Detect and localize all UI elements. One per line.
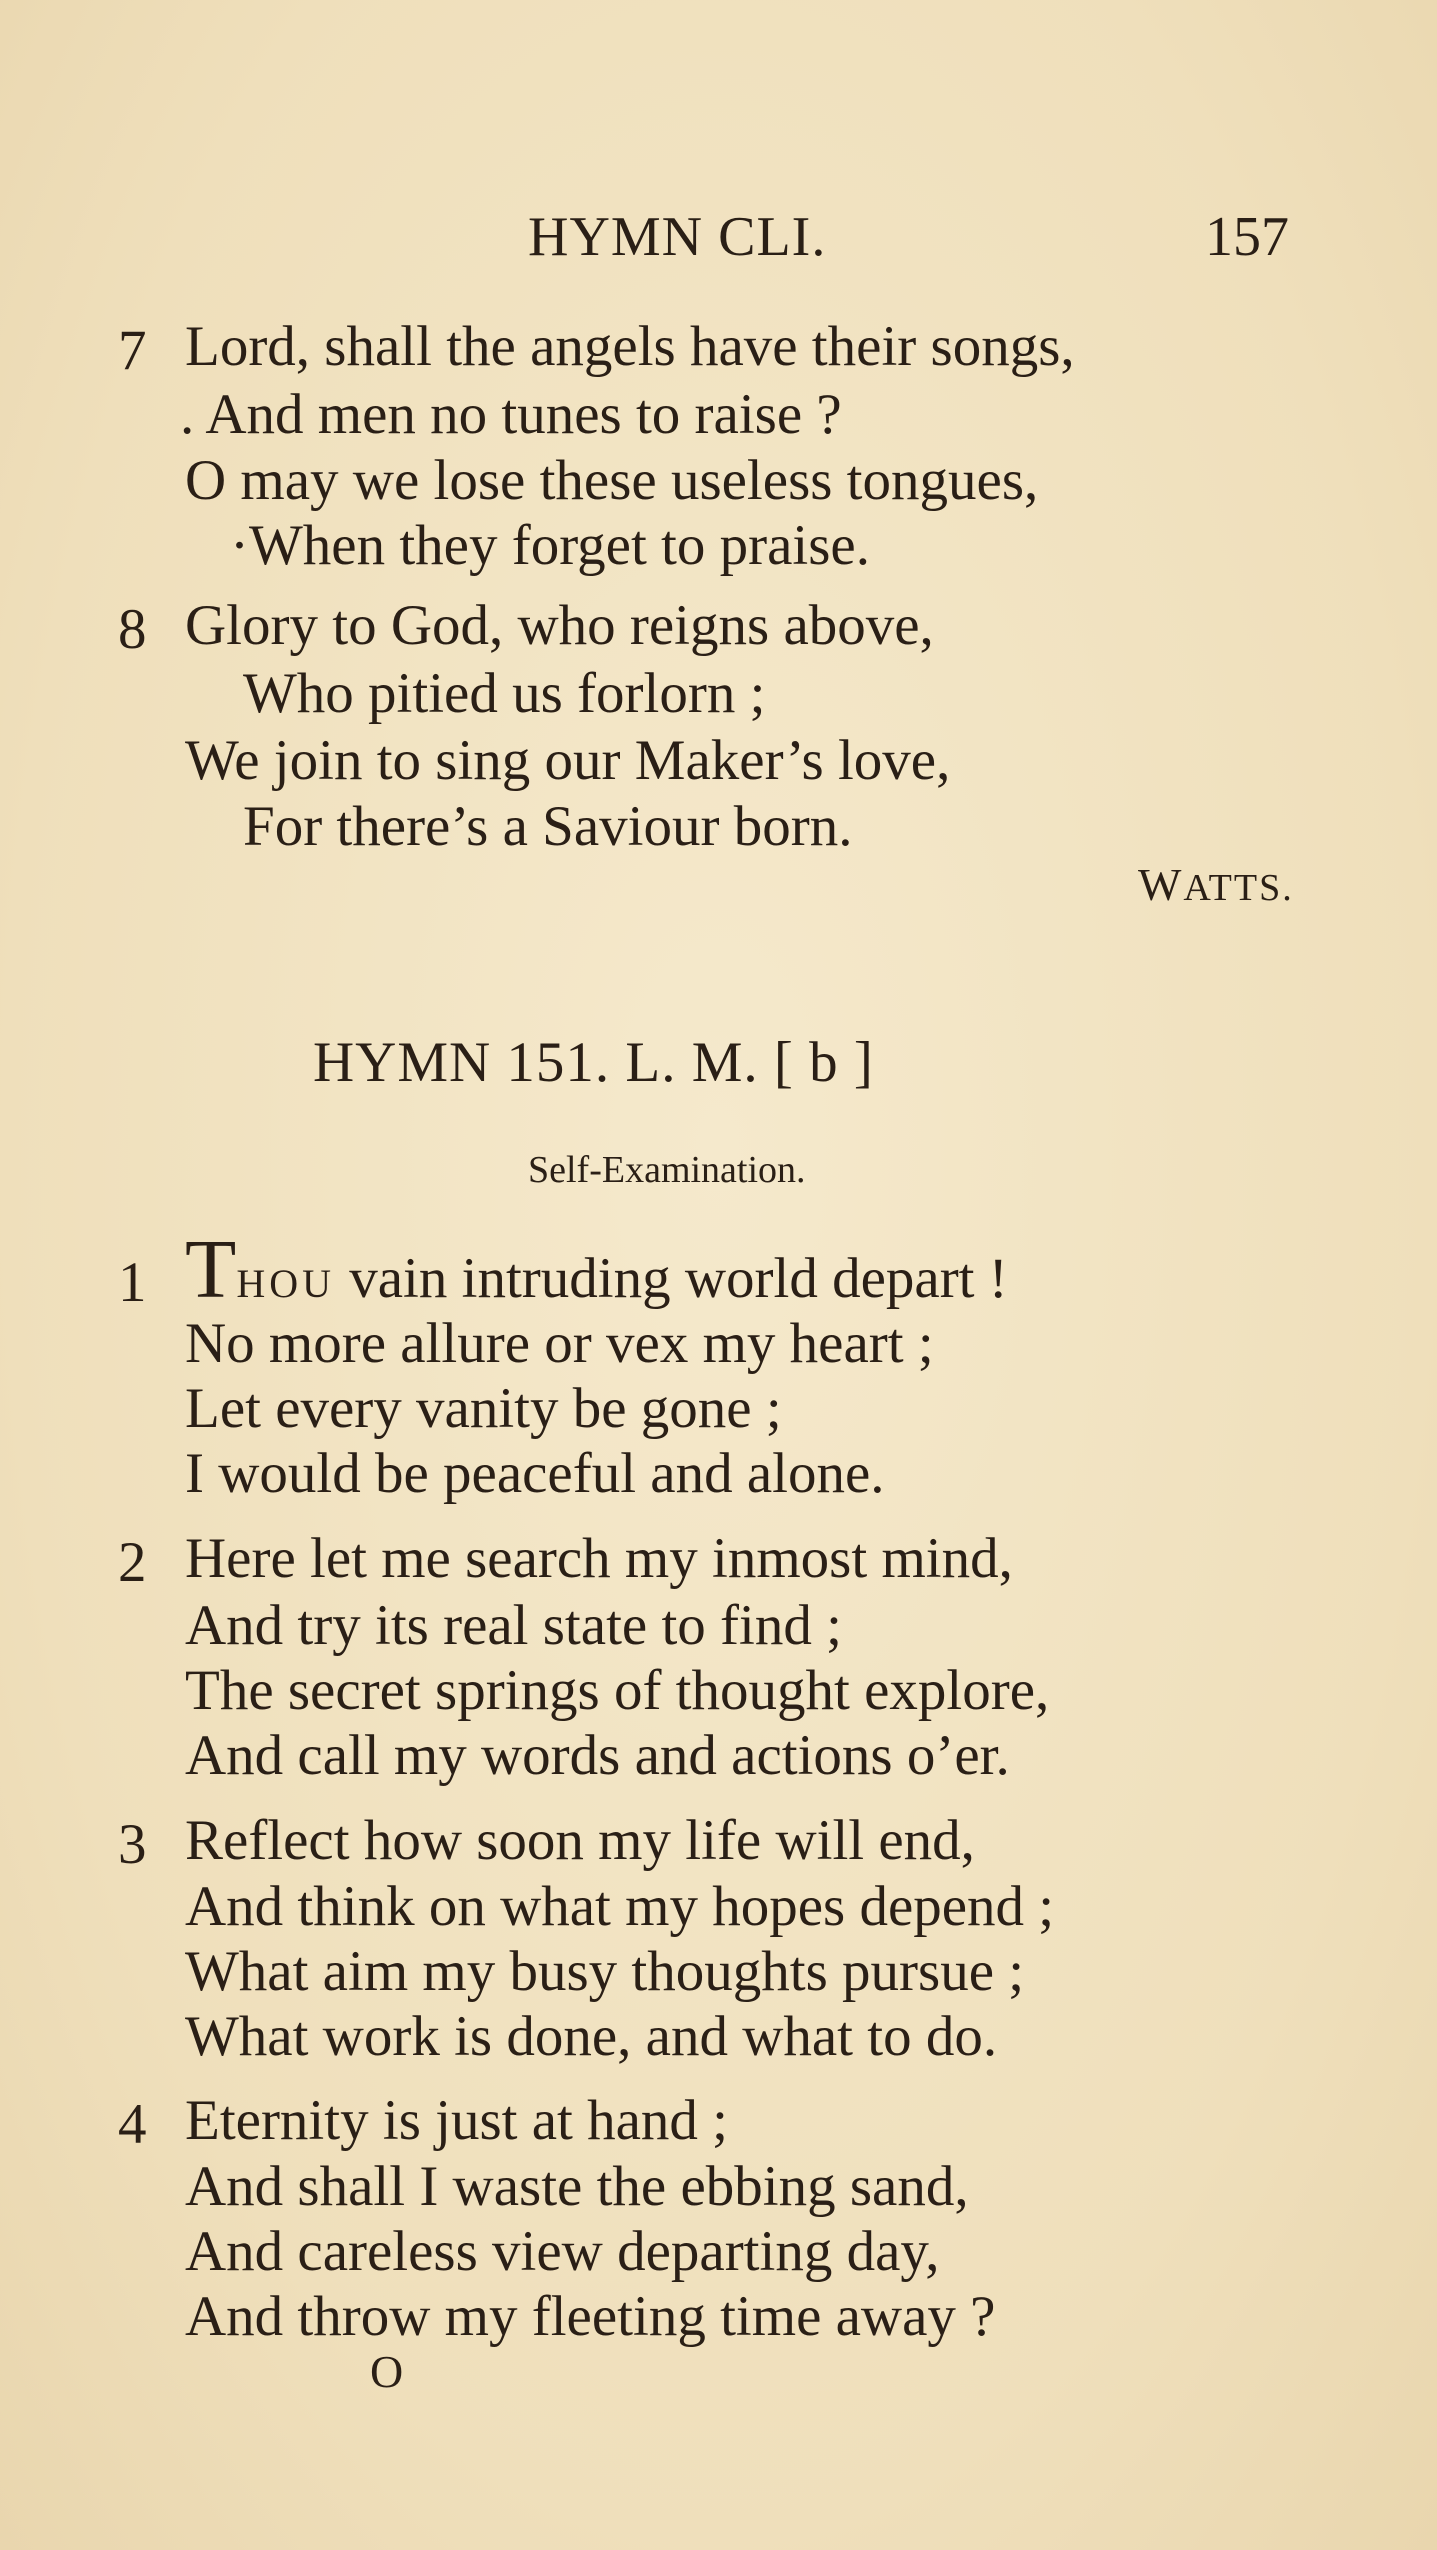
verse-line: And careless view departing day, bbox=[185, 2220, 940, 2283]
verse-line: Eternity is just at hand ; bbox=[185, 2089, 729, 2152]
signature-mark: O bbox=[370, 2346, 404, 2397]
verse-number: 3 bbox=[118, 1813, 147, 1876]
verse-line: And throw my fleeting time away ? bbox=[185, 2285, 996, 2348]
verse-line: And call my words and actions o’er. bbox=[185, 1724, 1010, 1787]
verse-line: Reflect how soon my life will end, bbox=[185, 1809, 975, 1872]
verse-line: I would be peaceful and alone. bbox=[185, 1442, 885, 1505]
running-header-title: HYMN CLI. bbox=[528, 206, 827, 268]
verse-line: What aim my busy thoughts pursue ; bbox=[185, 1940, 1025, 2003]
hymn-subtitle: Self-Examination. bbox=[528, 1149, 806, 1191]
verse-line: Who pitied us forlorn ; bbox=[243, 662, 766, 725]
verse-number: 1 bbox=[118, 1251, 147, 1314]
verse-line: Let every vanity be gone ; bbox=[185, 1377, 782, 1440]
verse-line: The secret springs of thought explore, bbox=[185, 1659, 1050, 1722]
verse-line: O may we lose these useless tongues, bbox=[185, 449, 1039, 512]
hymn-heading: HYMN 151. L. M. [ b ] bbox=[313, 1031, 874, 1094]
page-number: 157 bbox=[1205, 206, 1289, 268]
verse-line: Glory to God, who reigns above, bbox=[185, 594, 934, 657]
drop-cap: T bbox=[185, 1223, 237, 1316]
verse-line: For there’s a Saviour born. bbox=[243, 795, 853, 858]
verse-line: What work is done, and what to do. bbox=[185, 2005, 998, 2068]
author-initial: W bbox=[1138, 859, 1184, 910]
verse-number: 8 bbox=[118, 598, 147, 661]
verse-number: 7 bbox=[118, 319, 147, 382]
verse-first-line bbox=[185, 1223, 1008, 1316]
verse-line: And shall I waste the ebbing sand, bbox=[185, 2155, 969, 2218]
verse-number: 4 bbox=[118, 2093, 147, 2156]
verse-number: 2 bbox=[118, 1531, 147, 1594]
verse-line: Here let me search my inmost mind, bbox=[185, 1527, 1013, 1590]
verse-line: And try its real state to find ; bbox=[185, 1594, 842, 1657]
verse-line: Lord, shall the angels have their songs, bbox=[185, 315, 1075, 378]
verse-line: We join to sing our Maker’s love, bbox=[185, 729, 951, 792]
verse-line: ·When they forget to praise. bbox=[230, 514, 870, 577]
first-line-text: vain intruding world depart ! bbox=[334, 1247, 1008, 1310]
verse-line: No more allure or vex my heart ; bbox=[185, 1312, 934, 1375]
verse-line: . And men no tunes to raise ? bbox=[180, 383, 842, 446]
author-attribution bbox=[1138, 858, 1294, 911]
verse-line: And think on what my hopes depend ; bbox=[185, 1875, 1055, 1938]
small-caps-text: HOU bbox=[236, 1261, 335, 1306]
author-rest: ATTS. bbox=[1183, 867, 1294, 909]
